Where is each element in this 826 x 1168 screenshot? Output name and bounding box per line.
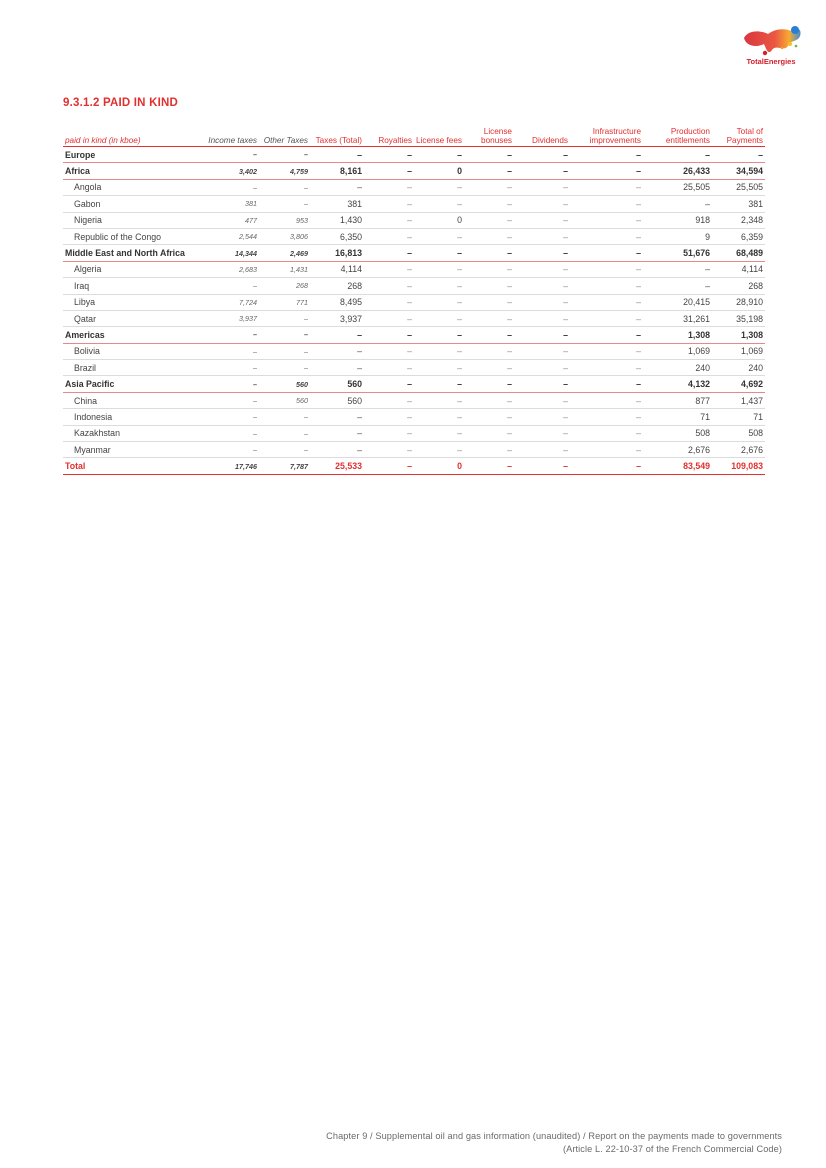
table-cell: 877	[643, 392, 712, 408]
table-cell: 25,505	[643, 179, 712, 195]
table-cell: –	[514, 228, 570, 244]
table-cell: 6,359	[712, 228, 765, 244]
table-cell: –	[414, 343, 464, 359]
table-cell: –	[464, 179, 514, 195]
table-cell: –	[208, 179, 259, 195]
row-label: Kazakhstan	[63, 425, 208, 441]
table-cell: –	[464, 245, 514, 261]
table-cell: 26,433	[643, 163, 712, 179]
table-cell: –	[310, 327, 364, 343]
table-cell: 1,069	[712, 343, 765, 359]
row-label: Middle East and North Africa	[63, 245, 208, 261]
table-cell: 381	[310, 196, 364, 212]
table-cell: –	[570, 278, 643, 294]
table-cell: –	[464, 425, 514, 441]
table-cell: –	[570, 327, 643, 343]
row-label: Africa	[63, 163, 208, 179]
table-cell: –	[643, 278, 712, 294]
table-cell: 477	[208, 212, 259, 228]
column-header: Other Taxes	[263, 136, 308, 145]
table-cell: –	[464, 343, 514, 359]
table-cell: 3,937	[310, 310, 364, 326]
country-row	[63, 425, 765, 441]
table-cell: 1,069	[643, 343, 712, 359]
table-cell: –	[310, 179, 364, 195]
table-cell: –	[514, 425, 570, 441]
table-cell: 2,348	[712, 212, 765, 228]
table-cell: –	[259, 196, 310, 212]
table-cell: –	[414, 376, 464, 392]
country-row	[63, 294, 765, 310]
table-cell: 508	[643, 425, 712, 441]
table-cell: –	[570, 376, 643, 392]
row-label: Libya	[63, 294, 208, 310]
table-cell: 25,505	[712, 179, 765, 195]
table-cell: 0	[414, 163, 464, 179]
table-cell: –	[464, 228, 514, 244]
row-label: Europe	[63, 147, 208, 163]
table-cell: –	[414, 327, 464, 343]
table-cell: –	[208, 327, 259, 343]
table-body	[63, 147, 765, 475]
table-cell: –	[364, 376, 414, 392]
section-title: 9.3.1.2 PAID IN KIND	[63, 97, 178, 109]
table-cell: –	[514, 327, 570, 343]
column-header: paid in kind (in kboe)	[65, 136, 141, 145]
footer-line-2: (Article L. 22-10-37 of the French Commercial Code)	[562, 1144, 782, 1154]
table-cell: –	[464, 261, 514, 277]
column-header: Royalties	[378, 136, 412, 145]
table-cell: –	[414, 310, 464, 326]
table-cell: –	[364, 425, 414, 441]
paid-in-kind-table	[63, 123, 765, 475]
column-header: License fees	[416, 136, 462, 145]
table-cell: 3,937	[208, 310, 259, 326]
table-cell: –	[570, 163, 643, 179]
table-cell: –	[364, 409, 414, 425]
table-cell: 71	[643, 409, 712, 425]
table-cell: –	[514, 442, 570, 458]
table-cell: 71	[712, 409, 765, 425]
table-cell: –	[364, 163, 414, 179]
row-label: Gabon	[63, 196, 208, 212]
table-cell: –	[364, 228, 414, 244]
table-cell: –	[208, 442, 259, 458]
column-header: License bonuses	[481, 127, 512, 145]
row-label: Algeria	[63, 261, 208, 277]
row-label: Nigeria	[63, 212, 208, 228]
table-cell: 4,114	[712, 261, 765, 277]
region-row	[63, 147, 765, 163]
region-row	[63, 327, 765, 343]
table-cell: –	[570, 392, 643, 408]
country-row	[63, 409, 765, 425]
table-cell: –	[514, 360, 570, 376]
table-cell: –	[514, 458, 570, 474]
table-cell: 34,594	[712, 163, 765, 179]
row-label: Total	[63, 458, 208, 474]
table-cell: –	[514, 409, 570, 425]
column-header: Infrastructure improvements	[589, 127, 641, 145]
table-cell: –	[464, 360, 514, 376]
row-label: Asia Pacific	[63, 376, 208, 392]
table-cell: 4,132	[643, 376, 712, 392]
table-cell: 2,676	[712, 442, 765, 458]
table-cell: –	[364, 392, 414, 408]
row-label: Bolivia	[63, 343, 208, 359]
table-cell: –	[464, 458, 514, 474]
table-cell: –	[208, 147, 259, 163]
table-cell: –	[570, 261, 643, 277]
table-cell: –	[259, 310, 310, 326]
table-cell: 240	[643, 360, 712, 376]
table-cell: 508	[712, 425, 765, 441]
table-cell: –	[464, 147, 514, 163]
table-cell: –	[208, 376, 259, 392]
table-cell: –	[514, 294, 570, 310]
table-cell: 17,746	[208, 458, 259, 474]
table-cell: 240	[712, 360, 765, 376]
table-cell: 3,806	[259, 228, 310, 244]
table-cell: –	[364, 212, 414, 228]
table-cell: 109,083	[712, 458, 765, 474]
table-cell: –	[259, 425, 310, 441]
table-cell: 268	[259, 278, 310, 294]
table-cell: –	[259, 343, 310, 359]
row-label: Qatar	[63, 310, 208, 326]
page-footer	[326, 1130, 782, 1156]
table-cell: 51,676	[643, 245, 712, 261]
table-cell: –	[259, 409, 310, 425]
table-cell: –	[570, 458, 643, 474]
table-cell: 560	[310, 376, 364, 392]
table-cell: –	[310, 409, 364, 425]
table-cell: 1,308	[643, 327, 712, 343]
table-cell: –	[514, 278, 570, 294]
table-cell: –	[364, 458, 414, 474]
table-cell: 9	[643, 228, 712, 244]
region-row	[63, 376, 765, 392]
table-cell: –	[514, 179, 570, 195]
table-cell: –	[414, 228, 464, 244]
table-cell: 20,415	[643, 294, 712, 310]
table-cell: –	[208, 360, 259, 376]
country-row	[63, 360, 765, 376]
country-row	[63, 442, 765, 458]
table-cell: –	[514, 196, 570, 212]
table-cell: 560	[310, 392, 364, 408]
table-cell: –	[570, 212, 643, 228]
table-cell: 771	[259, 294, 310, 310]
table-cell: 4,692	[712, 376, 765, 392]
table-cell: –	[259, 147, 310, 163]
table-cell: –	[464, 310, 514, 326]
table-cell: 268	[310, 278, 364, 294]
table-cell: –	[414, 392, 464, 408]
table-cell: –	[208, 392, 259, 408]
table-cell: –	[259, 327, 310, 343]
table-cell: 953	[259, 212, 310, 228]
table-cell: 268	[712, 278, 765, 294]
table-cell: –	[712, 147, 765, 163]
table-cell: 4,114	[310, 261, 364, 277]
table-cell: 35,198	[712, 310, 765, 326]
row-label: Angola	[63, 179, 208, 195]
table-cell: –	[514, 343, 570, 359]
table-cell: 2,683	[208, 261, 259, 277]
table-cell: –	[208, 425, 259, 441]
table-cell: –	[414, 294, 464, 310]
table-cell: –	[643, 261, 712, 277]
table-cell: 1,308	[712, 327, 765, 343]
table-cell: –	[514, 376, 570, 392]
table-cell: –	[364, 327, 414, 343]
table-cell: 14,344	[208, 245, 259, 261]
table-cell: 2,676	[643, 442, 712, 458]
table-cell: 560	[259, 376, 310, 392]
table-cell: –	[364, 343, 414, 359]
table-cell: 0	[414, 212, 464, 228]
country-row	[63, 278, 765, 294]
table-cell: 16,813	[310, 245, 364, 261]
table-cell: –	[310, 360, 364, 376]
country-row	[63, 179, 765, 195]
table-cell: –	[570, 310, 643, 326]
table-cell: –	[464, 409, 514, 425]
row-label: Americas	[63, 327, 208, 343]
table-cell: 1,437	[712, 392, 765, 408]
table-cell: –	[464, 212, 514, 228]
row-label: Iraq	[63, 278, 208, 294]
table-cell: 7,724	[208, 294, 259, 310]
table-cell: –	[414, 196, 464, 212]
table-header-row	[63, 123, 765, 147]
table-cell: 1,430	[310, 212, 364, 228]
table-cell: –	[514, 392, 570, 408]
country-row	[63, 228, 765, 244]
table-cell: –	[364, 179, 414, 195]
table-cell: –	[514, 245, 570, 261]
table-cell: –	[364, 278, 414, 294]
row-label: Indonesia	[63, 409, 208, 425]
table-cell: –	[570, 179, 643, 195]
row-label: Myanmar	[63, 442, 208, 458]
table-cell: –	[514, 163, 570, 179]
table-cell: –	[464, 376, 514, 392]
table-cell: –	[570, 425, 643, 441]
row-label: China	[63, 392, 208, 408]
table-cell: 2,469	[259, 245, 310, 261]
table-cell: –	[208, 278, 259, 294]
table-cell: –	[364, 294, 414, 310]
table-cell: –	[259, 442, 310, 458]
table-cell: –	[464, 442, 514, 458]
table-cell: –	[364, 442, 414, 458]
table-cell: –	[464, 294, 514, 310]
table-cell: –	[364, 196, 414, 212]
table-cell: –	[570, 442, 643, 458]
table-cell: 83,549	[643, 458, 712, 474]
table-cell: –	[514, 147, 570, 163]
table-cell: 25,533	[310, 458, 364, 474]
column-header: Production entitlements	[665, 127, 710, 145]
table-cell: –	[414, 442, 464, 458]
column-header: Dividends	[532, 136, 568, 145]
table-cell: 2,544	[208, 228, 259, 244]
table-cell: 1,431	[259, 261, 310, 277]
table-cell: –	[570, 360, 643, 376]
table-cell: –	[364, 261, 414, 277]
table-cell: –	[570, 196, 643, 212]
table-cell: 8,495	[310, 294, 364, 310]
table-cell: –	[514, 310, 570, 326]
country-row	[63, 261, 765, 277]
table-cell: –	[208, 409, 259, 425]
footer-line-1: Chapter 9 / Supplemental oil and gas information (unaudited) / Report on the payments made to governments	[326, 1131, 782, 1141]
table-cell: 381	[208, 196, 259, 212]
table-cell: –	[259, 360, 310, 376]
table-cell: –	[464, 392, 514, 408]
table-cell: –	[310, 425, 364, 441]
table-cell: –	[310, 442, 364, 458]
column-header: Income taxes	[208, 136, 257, 145]
table-cell: –	[570, 245, 643, 261]
table-cell: –	[208, 343, 259, 359]
table-cell: 68,489	[712, 245, 765, 261]
table-cell: 3,402	[208, 163, 259, 179]
country-row	[63, 196, 765, 212]
table-cell: –	[364, 360, 414, 376]
table-cell: 0	[414, 458, 464, 474]
table-cell: 918	[643, 212, 712, 228]
row-label: Brazil	[63, 360, 208, 376]
table-cell: 31,261	[643, 310, 712, 326]
table-cell: –	[414, 245, 464, 261]
table-cell: –	[414, 179, 464, 195]
column-header: Taxes (Total)	[315, 136, 362, 145]
table-cell: –	[570, 228, 643, 244]
country-row	[63, 392, 765, 408]
table-cell: 381	[712, 196, 765, 212]
table-cell: –	[310, 343, 364, 359]
table-cell: –	[570, 343, 643, 359]
region-row	[63, 245, 765, 261]
table-cell: –	[364, 245, 414, 261]
table-cell: –	[414, 261, 464, 277]
table-cell: –	[514, 212, 570, 228]
country-row	[63, 310, 765, 326]
country-row	[63, 343, 765, 359]
table-cell: –	[364, 310, 414, 326]
table-cell: –	[259, 179, 310, 195]
table-cell: –	[364, 147, 414, 163]
table-cell: –	[464, 327, 514, 343]
region-row	[63, 163, 765, 179]
table-cell: –	[570, 294, 643, 310]
table-cell: –	[414, 425, 464, 441]
table-cell: –	[514, 261, 570, 277]
table-cell: 7,787	[259, 458, 310, 474]
country-row	[63, 212, 765, 228]
table-cell: 28,910	[712, 294, 765, 310]
table-cell: –	[570, 147, 643, 163]
table-cell: 8,161	[310, 163, 364, 179]
table-cell: –	[414, 147, 464, 163]
table-cell: –	[464, 278, 514, 294]
table-cell: 560	[259, 392, 310, 408]
table-cell: –	[643, 196, 712, 212]
table-cell: –	[310, 147, 364, 163]
row-label: Republic of the Congo	[63, 228, 208, 244]
table-cell: –	[414, 409, 464, 425]
table-cell: 6,350	[310, 228, 364, 244]
table-cell: 4,759	[259, 163, 310, 179]
column-header: Total of Payments	[726, 127, 763, 145]
table-cell: –	[570, 409, 643, 425]
total-row	[63, 458, 765, 474]
table-cell: –	[464, 196, 514, 212]
table-cell: –	[464, 163, 514, 179]
table-cell: –	[414, 278, 464, 294]
brand-name: TotalEnergies	[746, 57, 796, 66]
table-cell: –	[643, 147, 712, 163]
table-cell: –	[414, 360, 464, 376]
